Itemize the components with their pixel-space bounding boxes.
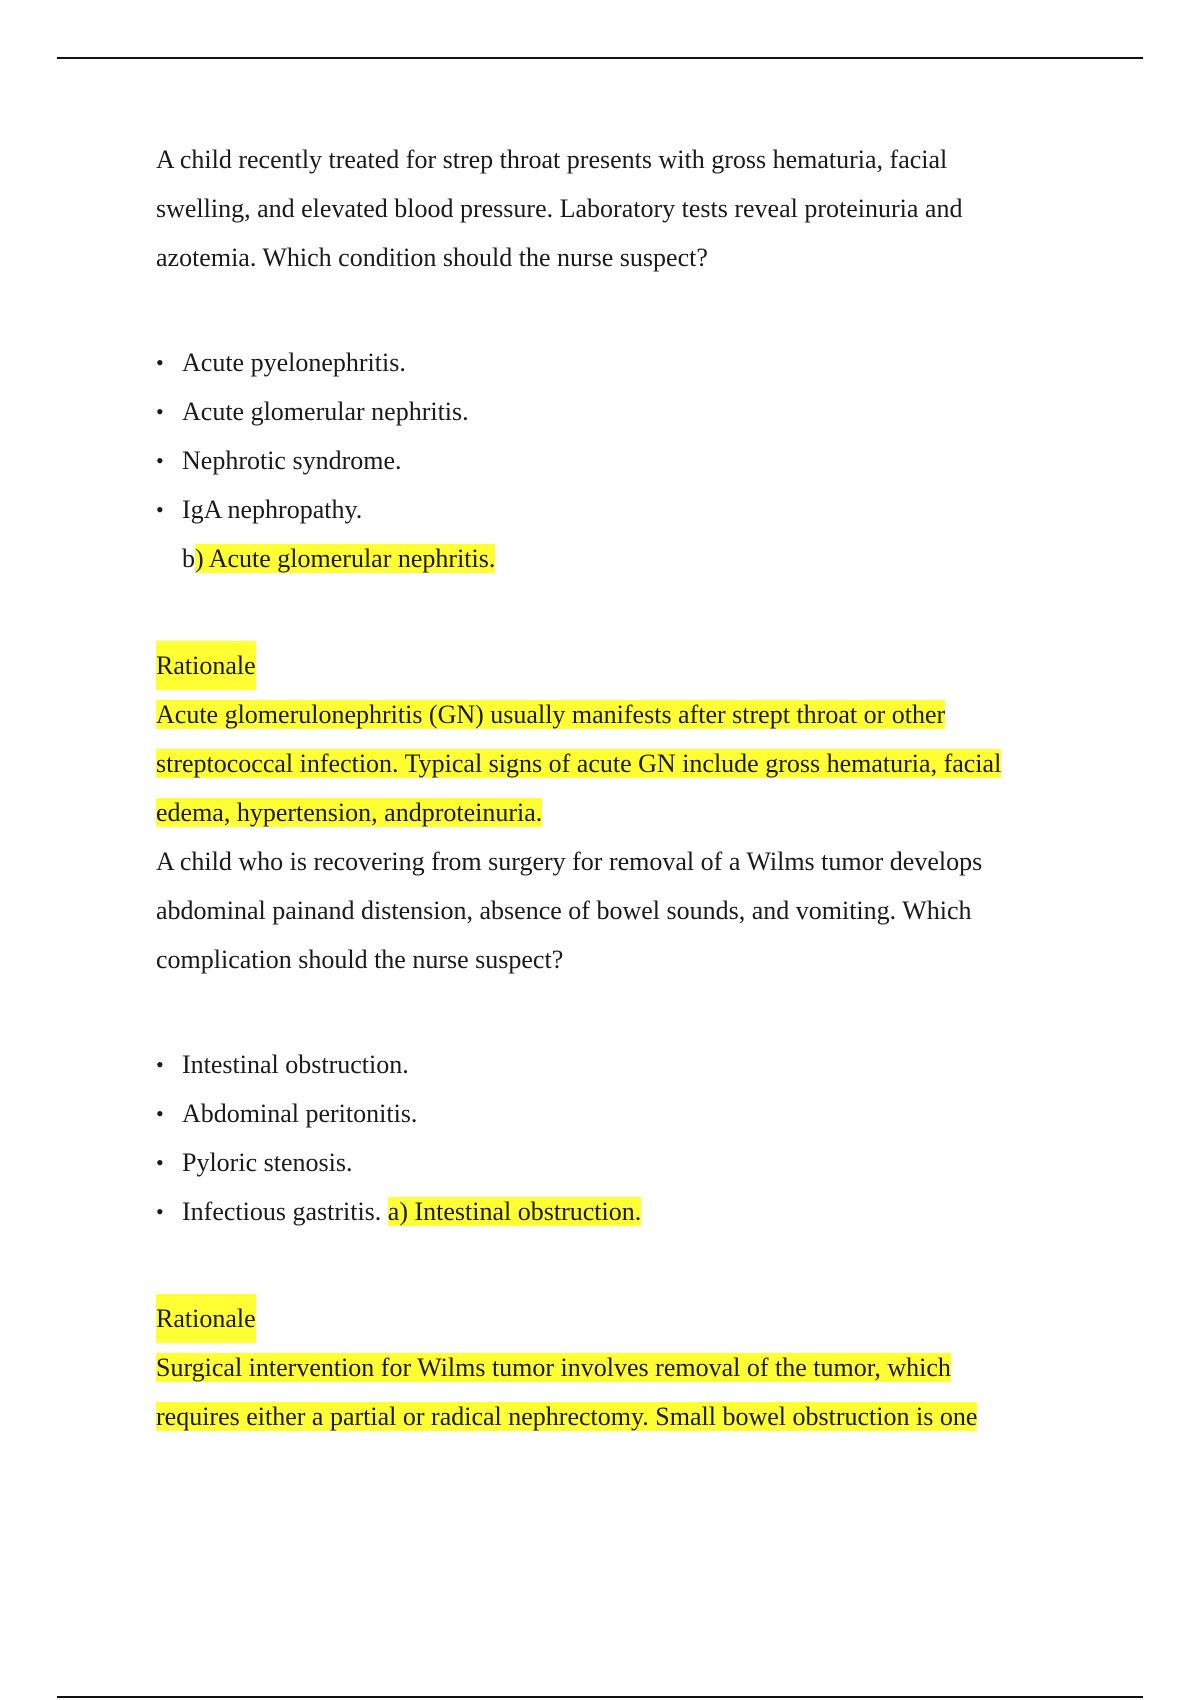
rationale-label: Rationale xyxy=(156,641,256,690)
option-item: • Acute pyelonephritis. xyxy=(156,338,1086,387)
bullet-icon: • xyxy=(156,399,164,424)
rationale-line: requires either a partial or radical nephrectomy. Small bowel obstruction is one xyxy=(156,1402,978,1431)
question-2-stem-line: abdominal painand distension, absence of bowel sounds, and vomiting. Which xyxy=(156,896,972,925)
question-2-rationale xyxy=(156,1294,1086,1441)
bullet-icon: • xyxy=(156,1101,164,1126)
option-item: • Abdominal peritonitis. xyxy=(156,1089,1086,1138)
rationale-line: edema, hypertension, andproteinuria. xyxy=(156,798,543,827)
bullet-icon: • xyxy=(156,448,164,473)
question-2 xyxy=(156,837,1086,984)
question-1-stem-line: swelling, and elevated blood pressure. Laboratory tests reveal proteinuria and xyxy=(156,194,963,223)
bullet-icon: • xyxy=(156,497,164,522)
question-1 xyxy=(156,135,1086,282)
document-page xyxy=(156,135,1086,1441)
header-rule xyxy=(57,57,1143,59)
option-item: • Acute glomerular nephritis. xyxy=(156,387,1086,436)
question-2-options xyxy=(156,1040,1086,1236)
rationale-line: streptococcal infection. Typical signs of acute GN include gross hematuria, facial xyxy=(156,749,1002,778)
option-item: • Intestinal obstruction. xyxy=(156,1040,1086,1089)
question-1-stem-line: A child recently treated for strep throat presents with gross hematuria, facial xyxy=(156,145,948,174)
option-item: • Nephrotic syndrome. xyxy=(156,436,1086,485)
rationale-line: Surgical intervention for Wilms tumor involves removal of the tumor, which xyxy=(156,1353,951,1382)
bullet-icon: • xyxy=(156,1150,164,1175)
question-1-answer: b) Acute glomerular nephritis. xyxy=(182,544,496,573)
question-1-rationale xyxy=(156,641,1086,837)
footer-rule xyxy=(57,1696,1143,1698)
rationale-label: Rationale xyxy=(156,1294,256,1343)
question-2-stem-line: A child who is recovering from surgery for removal of a Wilms tumor develops xyxy=(156,847,983,876)
question-2-stem-line: complication should the nurse suspect? xyxy=(156,945,564,974)
bullet-icon: • xyxy=(156,1052,164,1077)
bullet-icon: • xyxy=(156,350,164,375)
question-1-stem-line: azotemia. Which condition should the nurse suspect? xyxy=(156,243,708,272)
option-item: • Pyloric stenosis. xyxy=(156,1138,1086,1187)
bullet-icon: • xyxy=(156,1199,164,1224)
rationale-line: Acute glomerulonephritis (GN) usually manifests after strept throat or other xyxy=(156,700,946,729)
question-2-answer: a) Intestinal obstruction. xyxy=(387,1197,642,1226)
option-item: • Infectious gastritis. a) Intestinal obstruction. xyxy=(156,1187,1086,1236)
option-item: • IgA nephropathy. xyxy=(156,485,1086,534)
question-1-options xyxy=(156,338,1086,534)
